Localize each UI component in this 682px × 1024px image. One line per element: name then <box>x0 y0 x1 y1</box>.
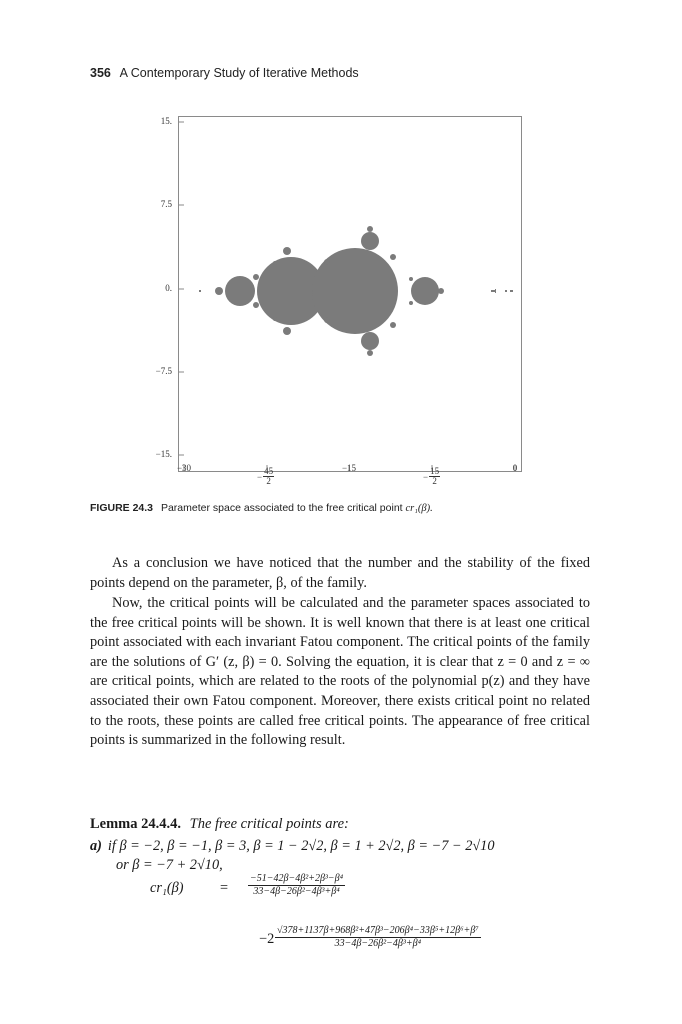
running-head <box>90 66 359 80</box>
y-axis-ticks <box>179 122 184 455</box>
x-tick-label: −15 <box>341 463 357 473</box>
figure-label: FIGURE 24.3 <box>90 502 154 514</box>
equation-fraction-1 <box>248 873 345 898</box>
x-tick-label: −30 <box>176 463 192 473</box>
fraction-numerator: −51−42β−4β²+2β³−β⁴ <box>250 873 344 884</box>
caption-math: cr₁(β). <box>405 503 433 514</box>
paragraph-text: As a conclusion we have noticed that the number and the stability of the fixed points depend on the parameter, β, of the family. <box>90 555 590 591</box>
page-number: 356 <box>90 66 111 80</box>
y-tick-label: 7.5 <box>160 199 172 209</box>
paragraph <box>90 594 590 751</box>
x-tick-label-fraction <box>423 467 440 486</box>
x-tick-denominator: 2 <box>432 476 437 486</box>
book-title: A Contemporary Study of Iterative Methods <box>119 66 359 80</box>
x-tick-sign: − <box>423 471 429 482</box>
x-tick-numerator: 45 <box>264 466 274 476</box>
parameter-plane-svg <box>179 117 521 471</box>
equation-lhs: cr₁(β) <box>150 880 184 896</box>
y-tick-label: 0. <box>165 283 172 293</box>
fraction-denominator: 33−4β−26β²−4β³+β⁴ <box>334 938 422 949</box>
parameter-plane-plot <box>178 116 522 472</box>
x-tick-label-fraction <box>257 467 274 486</box>
fraction-denominator: 33−4β−26β²−4β³+β⁴ <box>253 886 340 897</box>
x-tick-numerator: 15 <box>430 466 440 476</box>
lemma-statement: The free critical points are: <box>189 816 349 832</box>
equation-fraction-2 <box>275 925 481 950</box>
lemma-item-text: if β = −2, β = −1, β = 3, β = 1 − 2√2, β = 1 + 2√2, β = −7 − 2√10 <box>107 838 495 854</box>
lemma-item-label: a) <box>90 838 102 854</box>
figure-caption <box>90 502 433 514</box>
paragraph <box>90 554 590 593</box>
x-tick-sign: − <box>257 471 263 482</box>
paragraph-text: Now, the critical points will be calculated and the parameter spaces associated to the free critical points will be shown. It is well known that there is at least one critical point associated with each invariant Fatou component. The critical points of the family are the solutions of G′ (z, β) = 0. Solving the equation, it is clear that z = 0 and z = ∞ are critical points, which are related to the roots of the polynomial p(z) and they have associated their own Fatou component. Moreover, there exists critical point no related to the roots, these points are called free critical points. The appearance of free critical points is summarized in the following result. <box>90 595 590 749</box>
lemma-item-a <box>90 838 494 855</box>
fraction-numerator: √378+1137β+968β²+47β³−206β⁴−33β⁵+12β⁶+β⁷ <box>277 925 479 936</box>
y-tick-label: −7.5 <box>155 366 172 376</box>
parameter-set-shape <box>199 226 513 356</box>
lemma-heading <box>90 816 349 833</box>
y-tick-label: 15. <box>160 116 172 126</box>
x-tick-label: 0 <box>512 463 518 473</box>
x-tick-denominator: 2 <box>266 476 271 486</box>
equation-minus-two: −2 <box>259 931 275 947</box>
caption-text: Parameter space associated to the free critical point <box>160 502 403 514</box>
y-tick-label: −15. <box>155 449 172 459</box>
equation-equals: = <box>220 880 229 896</box>
lemma-item-a-continued: or β = −7 + 2√10, <box>116 857 223 873</box>
lemma-label: Lemma 24.4.4. <box>90 816 182 832</box>
